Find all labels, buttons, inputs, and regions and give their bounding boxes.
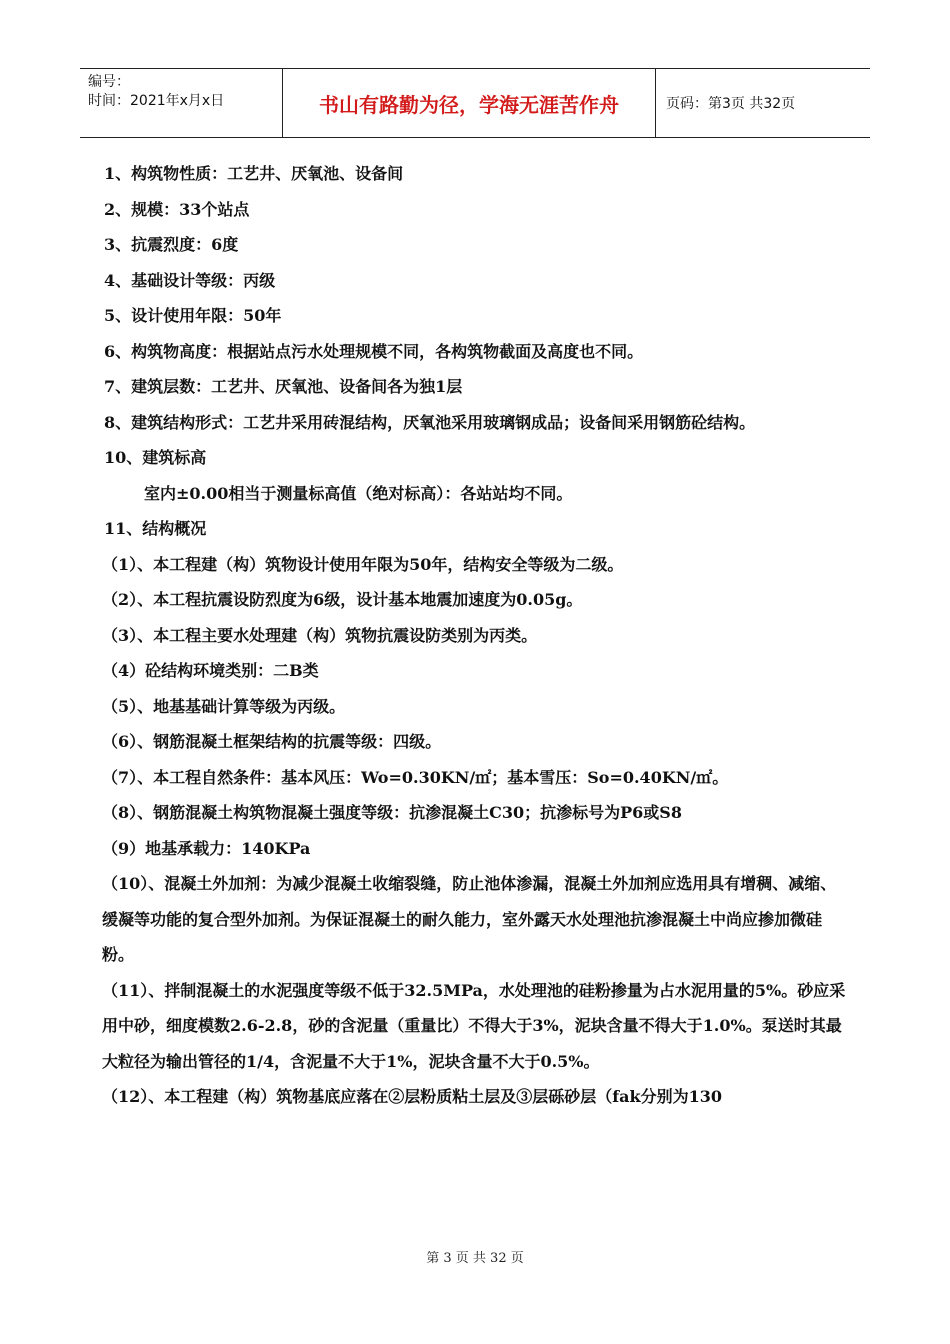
document-body <box>104 156 849 1115</box>
page-footer: 第 3 页 共 32 页 <box>426 1251 524 1266</box>
paragraph: 8、建筑结构形式：工艺井采用砖混结构，厌氧池采用玻璃钢成品；设备间采用钢筋砼结构。 <box>104 412 756 432</box>
header-meta <box>80 69 283 137</box>
list-item: （5）、地基基础计算等级为丙级。 <box>102 696 346 716</box>
list-item: （10）、混凝土外加剂：为减少混凝土收缩裂缝，防止池体渗漏，混凝土外加剂应选用具有增稠、减缩、缓凝等功能的复合型外加剂。为保证混凝土的耐久能力，室外露天水处理池抗渗混凝土中尚应掺加微硅粉。 <box>102 874 837 964</box>
paragraph: 3、抗震烈度：6度 <box>104 235 239 254</box>
list-item: （6）、钢筋混凝土框架结构的抗震等级：四级。 <box>102 732 442 751</box>
header-motto: 书山有路勤为径，学海无涯苦作舟 <box>283 69 656 137</box>
section-heading: 11、结构概况 <box>104 519 207 538</box>
paragraph: 7、建筑层数：工艺井、厌氧池、设备间各为独1层 <box>104 377 463 396</box>
list-item: （7）、本工程自然条件：基本风压：Wo=0.30KN/㎡；基本雪压：So=0.40KN/㎡。 <box>102 767 729 787</box>
list-item: （4）砼结构环境类别：二B类 <box>102 661 319 680</box>
paragraph: 2、规模：33个站点 <box>104 199 250 219</box>
paragraph: 6、构筑物高度：根据站点污水处理规模不同，各构筑物截面及高度也不同。 <box>104 341 644 361</box>
header-page-info: 页码：第3页 共32页 <box>666 96 796 112</box>
time-label: 时间：2021年x月x日 <box>88 93 225 109</box>
page-header <box>80 68 870 138</box>
paragraph: 5、设计使用年限：50年 <box>104 306 282 325</box>
paragraph: 1、构筑物性质：工艺井、厌氧池、设备间 <box>104 164 404 183</box>
list-item: （8）、钢筋混凝土构筑物混凝土强度等级：抗渗混凝土C30；抗渗标号为P6或S8 <box>102 803 682 822</box>
list-item: （9）地基承载力：140KPa <box>102 838 311 858</box>
number-label: 编号： <box>88 74 130 90</box>
list-item: （12）、本工程建（构）筑物基底应落在②层粉质粘土层及③层砾砂层（fak分别为130 <box>102 1087 723 1106</box>
paragraph: 室内±0.00相当于测量标高值（绝对标高）：各站站均不同。 <box>144 483 573 503</box>
list-item: （3）、本工程主要水处理建（构）筑物抗震设防类别为丙类。 <box>102 625 538 645</box>
list-item: （11）、拌制混凝土的水泥强度等级不低于32.5MPa，水处理池的硅粉掺量为占水泥用量的5%。砂应采用中砂，细度模数2.6-2.8，砂的含泥量（重量比）不得大于3%，泥块含量不得大于1.0%。泵送时其最大粒径为输出管径的1/4，含泥量不大于1%，泥块含量不大于0.5%。 <box>102 980 846 1071</box>
paragraph: 4、基础设计等级：丙级 <box>104 270 276 290</box>
list-item: （1）、本工程建（构）筑物设计使用年限为50年，结构安全等级为二级。 <box>102 554 624 574</box>
list-item: （2）、本工程抗震设防烈度为6级，设计基本地震加速度为0.05g。 <box>102 590 583 609</box>
section-heading: 10、建筑标高 <box>104 448 207 467</box>
